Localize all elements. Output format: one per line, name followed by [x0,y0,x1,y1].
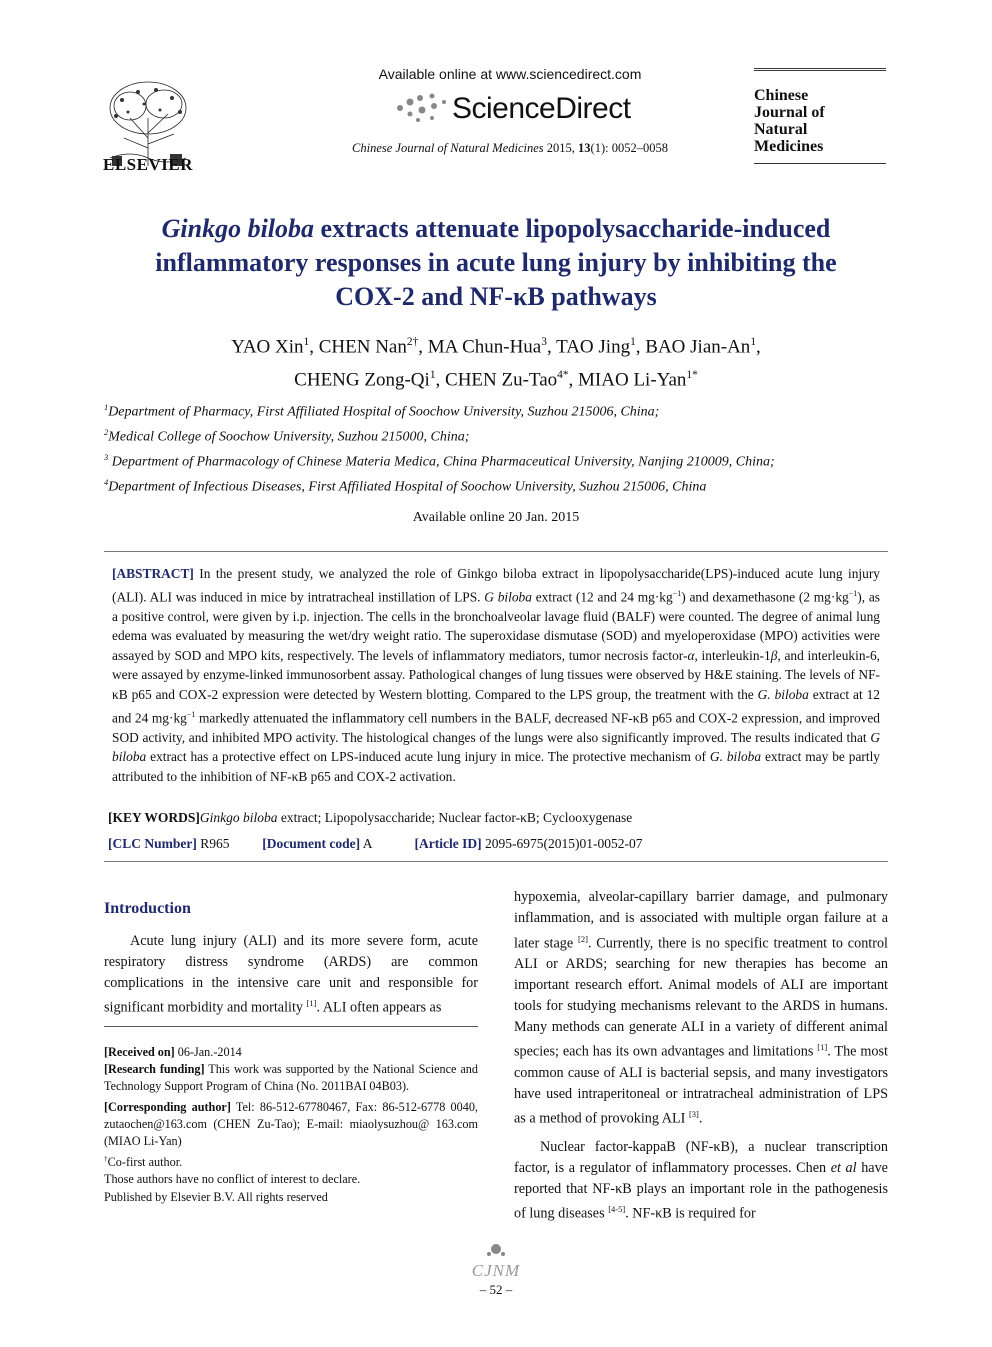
citation-ref[interactable]: [3] [688,1109,699,1120]
abstract-text: ) and dexamethasone (2 mg·kg [681,589,849,605]
abstract-label: [ABSTRACT] [112,566,194,581]
article-id-value: 2095-6975(2015)01-0052-07 [481,836,643,851]
title-line3: COX-2 and NF-κB pathways [335,282,657,311]
doc-code-value: A [360,836,372,851]
body-text: . [698,1111,703,1128]
abstract-greek-italic: α [687,647,695,663]
section-heading-introduction: Introduction [104,900,191,917]
affiliation-number: 3 [104,453,109,462]
abstract-greek-italic: β [770,647,778,663]
author-separator: , [418,336,428,358]
keywords-text: extract; Lipopolysaccharide; Nuclear factor-κB; Cyclooxygenase [277,810,633,825]
divider [104,551,888,552]
author-affil-sup: 1 [303,336,310,348]
author-separator: , [635,336,646,358]
abstract-text: extract (12 and 24 mg·kg [531,589,673,605]
available-online-url[interactable]: Available online at www.sciencedirect.com [378,66,642,82]
body-italic: et al [830,1159,857,1176]
journal-title-line: Journal of [754,104,825,121]
author-affil-sup: 4* [557,369,569,382]
affiliation-text: Department of Pharmacology of Chinese Materia Medica, China Pharmaceutical University, Nanjing 210009, China; [108,454,775,470]
affiliation [104,453,904,471]
body-text: . NF-κB is required for [625,1206,756,1223]
footnote-corresponding [104,1099,478,1151]
journal-title-line: Natural [754,121,808,138]
title-line1: extracts attenuate lipopolysaccharide-induced [314,214,831,243]
author-list [100,328,892,395]
affiliation [104,403,904,421]
abstract-text: extract may be partly attributed to the inhibition of NF-κB p65 and COX-2 activation. [112,749,880,784]
abstract-text: In the present study, we analyzed the role of Ginkgo biloba extract in lipopolysaccharide(LPS)-induced acute lung injury (ALI). ALI was induced in mice by intratracheal instillation of LPS. [112,566,880,605]
keywords [108,810,632,826]
clc-label: [CLC Number] [108,836,197,851]
cjnm-footer-text: CJNM [471,1261,521,1280]
footnotes [104,1044,478,1206]
citation-ref[interactable]: [4-5] [608,1204,626,1215]
citation-ref[interactable]: [2] [578,933,588,944]
journal-citation: Chinese Journal of Natural Medicines 2015, 13(1): 0052–0058 [352,141,668,155]
author-separator: , [568,369,579,391]
journal-title-line: Chinese [754,87,809,104]
journal-name: Chinese Journal of Natural Medicines [352,141,544,155]
abstract-species-italic: G. biloba [709,749,762,765]
abstract-text: markedly attenuated the inflammatory cell numbers in the BALF, decreased NF-κB p65 and COX-2 expression, and improved SOD activity, and inhibited MPO activity. The histological changes of the lungs were also significantly improved. The results indicated that [112,710,880,745]
footnote-value: 06-Jan.-2014 [174,1045,242,1059]
body-text: have reported that NF-κB plays an important role in the pathogenesis of lung diseases [514,1159,888,1223]
publisher-name: ELSEVIER [103,155,193,174]
divider [104,861,888,862]
footnote-received [104,1044,478,1061]
abstract-superscript: −1 [848,588,858,598]
author-affil-sup: 2† [406,336,419,348]
intro-right-paragraph-2 [514,1137,888,1225]
abstract-text: extract has a protective effect on LPS-induced acute lung injury in mice. The protective mechanism of [146,749,710,765]
classification-row [108,836,708,852]
cjnm-footer-logo [456,1242,536,1282]
abstract [112,564,880,786]
body-text: Acute lung injury (ALI) and its more severe form, acute respiratory distress syndrome (ARDS) are common complications in the intensive care unit and responsible for significant morbidity and mortality [104,933,478,1017]
footnote-value: Tel: 86-512-67780467, Fax: 86-512-6778 0040, zutaochen@163.com (CHEN Zu-Tao); E-mail: miaolysuzhou@ 163.com (MIAO Li-Yan) [104,1099,478,1149]
author-name: CHEN Zu-Tao [445,369,558,391]
author-separator: , [756,336,761,358]
body-text: hypoxemia, alveolar-capillary barrier damage, and pulmonary inflammation, and is associated with multiple organ failure at a later stage [514,889,888,952]
citation-ref[interactable]: [1] [306,998,317,1009]
abstract-text: ), as a positive control, were given by i.p. injection. The cells in the bronchoalveolar lavage fluid (BALF) were counted. The degree of animal lung edema was evaluated by measuring the wet/dry weight ratio. The superoxidase dismutase (SOD) and myeloperoxidase (MPO) activities were assayed by SOD and MPO kits, respectively. The levels of inflammatory mediators, tumor necrosis factor- [112,589,881,663]
abstract-text: extract at 12 and 24 mg·kg [112,687,880,726]
author-affil-sup: 1 [630,336,636,348]
clc-value: R965 [196,836,230,851]
author-separator: , [546,336,557,358]
abstract-superscript: −1 [672,588,682,598]
authors-line2 [100,361,892,394]
abstract-species-italic: G. biloba [757,687,809,703]
author-affil-sup: 1 [750,336,757,348]
affiliation-number: 2 [104,428,109,437]
footnote-published: Published by Elsevier B.V. All rights reserved [104,1189,328,1204]
author-separator: , [309,336,319,358]
doc-code-label: [Document code] [262,836,361,851]
author-name: MA Chun-Hua [427,336,542,358]
keywords-italic: Ginkgo biloba [199,810,278,825]
journal-title-line: Medicines [754,138,824,155]
article-id-label: [Article ID] [414,836,482,851]
footnote-divider [104,1026,478,1027]
journal-title-stack [754,87,825,155]
footnote-value: This work was supported by the National Science and Technology Support Program of China (No. 2011BAI 04B03). [104,1062,478,1094]
footnote-label: [Research funding] [104,1062,205,1077]
author-name: CHENG Zong-Qi [294,369,430,391]
affiliation-number: 1 [104,403,109,412]
page-number: – 52 – [479,1282,513,1297]
author-name: MIAO Li-Yan [578,369,687,391]
abstract-species-italic: G biloba [484,589,532,605]
author-name: BAO Jian-An [645,336,751,358]
affiliation-text: Department of Infectious Diseases, First Affiliated Hospital of Soochow University, Suzhou 215006, China [108,479,707,495]
abstract-species-italic: G biloba [112,729,880,765]
affiliation [104,478,904,496]
authors-line1 [100,328,892,361]
footnote-cofirst [104,1150,478,1171]
author-name: YAO Xin [231,336,304,358]
author-affil-sup: 1* [686,369,698,382]
footnote-funding [104,1061,478,1095]
affiliation-number: 4 [104,478,109,487]
available-online-date: Available online 20 Jan. 2015 [412,510,580,525]
footnote-label: [Received on] [104,1045,175,1059]
journal-title-box [754,68,886,164]
footnote-label: [Corresponding author] [104,1099,231,1114]
paper-title [100,212,892,314]
title-italic-species: Ginkgo biloba [161,214,315,243]
intro-left-column [104,931,478,1019]
sciencedirect-dots-icon [392,88,452,128]
footnote-mark: † [104,1154,108,1164]
affiliation-text: Department of Pharmacy, First Affiliated Hospital of Soochow University, Suzhou 215006, China; [108,404,660,420]
abstract-superscript: −1 [186,709,196,719]
body-text: Nuclear factor-kappaB (NF-κB), a nuclear transcription factor, is a regulator of inflammatory processes. Chen [514,1139,888,1176]
affiliation [104,428,904,446]
body-text: . Currently, there is no specific treatment to control ALI or ARDS; searching for new therapies has become an important research effort. Animal models of ALI are important tools for studying mechanisms relevant to the ARDS in humans. Many methods can generate ALI in a variety of different animal species; each has its own advantages and limitations [514,935,888,1061]
keywords-label: [KEY WORDS] [108,810,200,825]
abstract-text: , and interleukin-6, were assayed by enzyme-linked immunosorbent assay. Pathological changes of lung tissues were observed by H&E staining. The levels of NF-κB p65 and COX-2 expression were detected by Western blotting. Compared to the LPS group, the treatment with the [112,647,881,703]
footnote-conflict: Those authors have no conflict of interest to declare. [104,1172,361,1187]
title-line2: inflammatory responses in acute lung injury by inhibiting the [155,248,837,277]
sciencedirect-wordmark: ScienceDirect [452,92,631,125]
abstract-text: , interleukin-1 [694,647,771,663]
citation-ref[interactable]: [1] [817,1042,828,1053]
author-name: CHEN Nan [318,336,407,358]
affiliation-text: Medical College of Soochow University, Suzhou 215000, China; [108,429,470,445]
author-separator: , [435,369,446,391]
author-affil-sup: 1 [429,369,436,382]
footnote-value: Co-first author. [107,1155,183,1170]
body-text: . ALI often appears as [316,1000,442,1017]
intro-right-paragraph-1 [514,887,888,1130]
body-text: . The most common cause of ALI is bacterial sepsis, and many investigators have used intraperitoneal or intratracheal administration of LPS as a method of provoking ALI [514,1044,888,1128]
author-name: TAO Jing [556,336,631,358]
author-affil-sup: 3 [541,336,547,348]
